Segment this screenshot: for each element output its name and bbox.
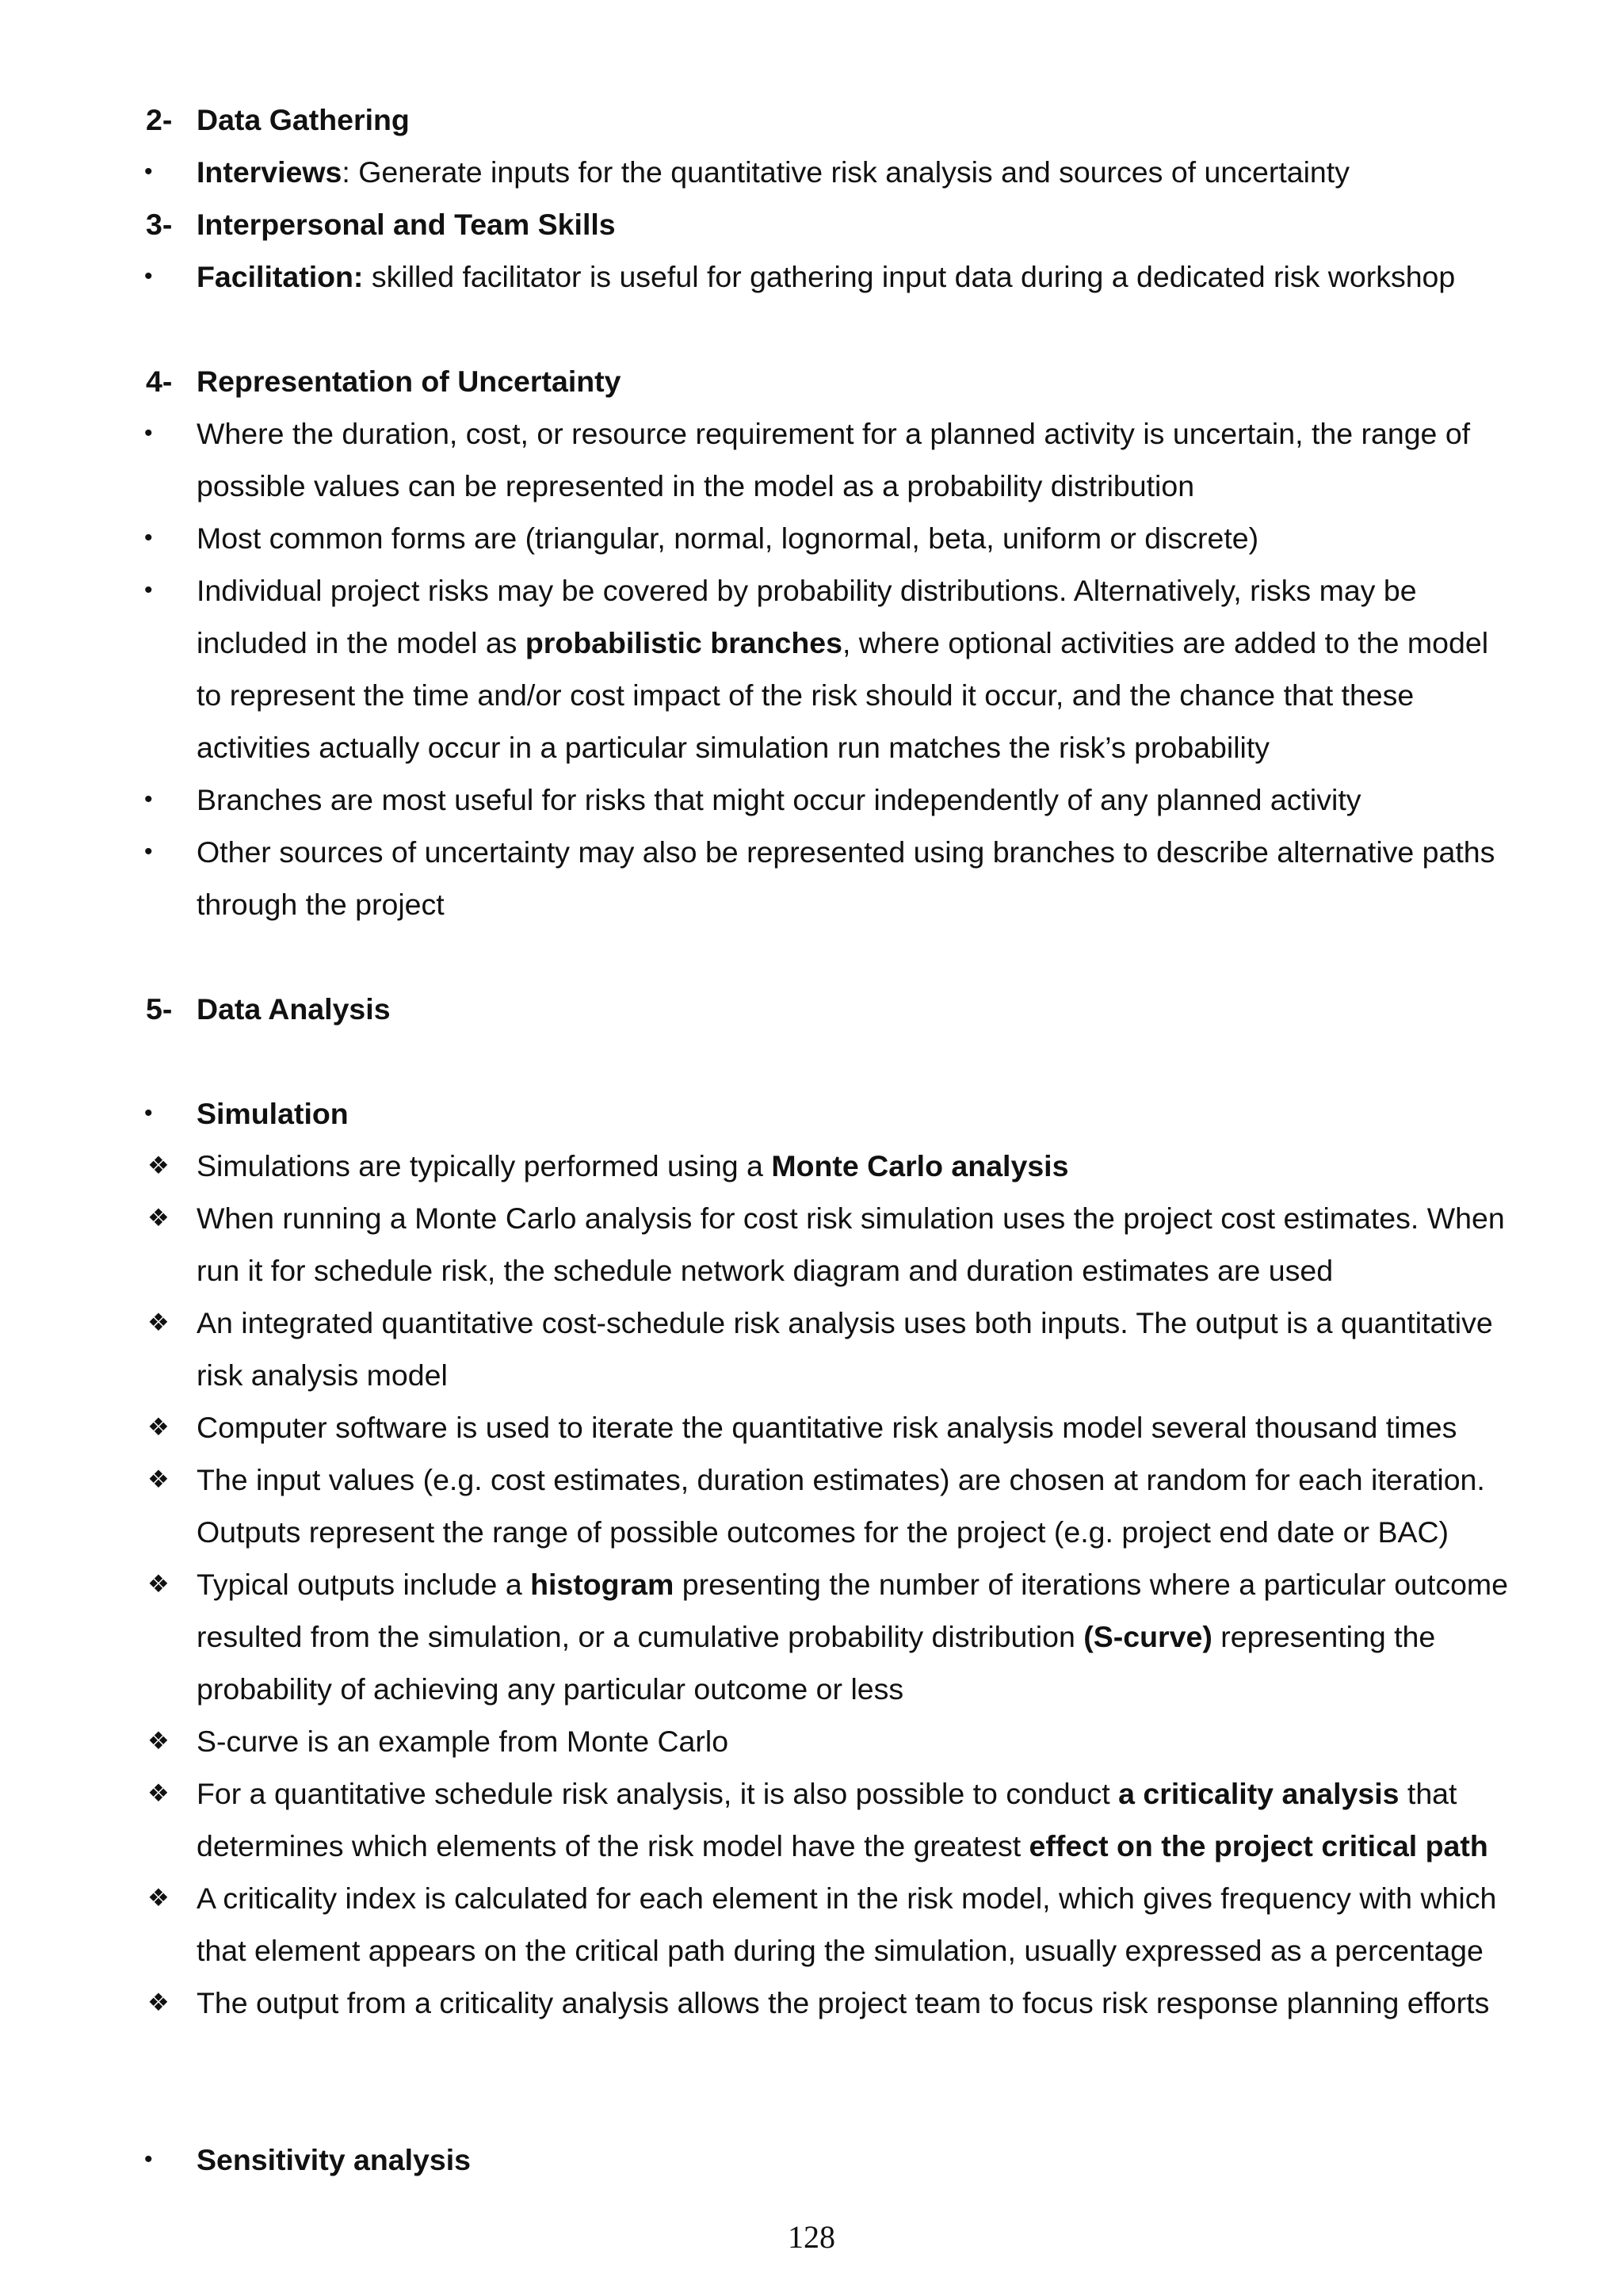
- section-number: 4-: [146, 365, 173, 398]
- bullet-text: run it for schedule risk, the schedule network diagram and duration estimates are used: [197, 1254, 1334, 1287]
- bullet-text: to represent the time and/or cost impact of the risk should it occur, and the chance that these: [197, 678, 1415, 712]
- bullet-item-interviews: [0, 146, 1623, 198]
- diamond-item: [0, 1715, 1623, 1767]
- diamond-bullet-icon: ❖: [147, 1884, 170, 1912]
- bullet-text: When running a Monte Carlo analysis for cost risk simulation uses the project cost estimates. When: [197, 1201, 1505, 1235]
- bullet-continuation: [0, 1663, 1623, 1715]
- bullet-text: that element appears on the critical path during the simulation, usually expressed as a percentage: [197, 1934, 1484, 1967]
- bullet-continuation: [0, 721, 1623, 774]
- spacer: [0, 930, 1623, 983]
- spacer: [0, 303, 1623, 355]
- diamond-bullet-icon: ❖: [147, 1988, 170, 2016]
- diamond-bullet-icon: ❖: [147, 1465, 170, 1493]
- bullet-text: representing the: [1212, 1620, 1436, 1653]
- spacer: [0, 1035, 1623, 1087]
- bullet-text: skilled facilitator is useful for gathering input data during a dedicated risk workshop: [363, 260, 1456, 293]
- section-title: Interpersonal and Team Skills: [197, 208, 616, 241]
- bullet-text: possible values can be represented in the model as a probability distribution: [197, 469, 1195, 502]
- bullet-text: that: [1399, 1777, 1457, 1810]
- term-probabilistic-branches: probabilistic branches: [525, 626, 842, 659]
- term-s-curve: (S-curve): [1083, 1620, 1212, 1653]
- bullet-item-simulation: [0, 1087, 1623, 1140]
- bullet-continuation: [0, 1506, 1623, 1558]
- bullet-icon: •: [144, 263, 153, 289]
- term-monte-carlo: Monte Carlo analysis: [771, 1149, 1069, 1182]
- section-number: 3-: [146, 208, 173, 241]
- bullet-text: , where optional activities are added to the model: [842, 626, 1489, 659]
- bullet-continuation: [0, 460, 1623, 512]
- bullet-item: [0, 564, 1623, 617]
- bullet-continuation: [0, 1610, 1623, 1663]
- section-title: Representation of Uncertainty: [197, 365, 621, 398]
- diamond-bullet-icon: ❖: [147, 1308, 170, 1336]
- diamond-item: [0, 1454, 1623, 1506]
- bullet-icon: •: [144, 159, 153, 185]
- diamond-bullet-icon: ❖: [147, 1570, 170, 1598]
- bullet-item: [0, 407, 1623, 460]
- term-criticality-analysis: a criticality analysis: [1118, 1777, 1400, 1810]
- bullet-icon: •: [144, 1100, 153, 1126]
- bullet-text: Branches are most useful for risks that might occur independently of any planned activity: [197, 783, 1361, 816]
- bullet-text: activities actually occur in a particular simulation run matches the risk’s probability: [197, 731, 1270, 764]
- section-heading-data-gathering: [0, 94, 1623, 146]
- section-heading-data-analysis: [0, 983, 1623, 1035]
- bullet-text: The input values (e.g. cost estimates, duration estimates) are chosen at random for each iteration.: [197, 1463, 1485, 1496]
- bullet-continuation: [0, 1349, 1623, 1401]
- bullet-text: probability of achieving any particular outcome or less: [197, 1672, 904, 1706]
- bullet-icon: •: [144, 2146, 153, 2172]
- bullet-text: : Generate inputs for the quantitative risk analysis and sources of uncertainty: [342, 155, 1350, 189]
- section-heading-interpersonal: [0, 198, 1623, 250]
- bullet-icon: •: [144, 577, 153, 603]
- diamond-bullet-icon: ❖: [147, 1727, 170, 1755]
- bullet-item: [0, 826, 1623, 878]
- bullet-icon: •: [144, 839, 153, 865]
- bullet-text: Computer software is used to iterate the quantitative risk analysis model several thousand times: [197, 1411, 1457, 1444]
- page-number: 128: [788, 2219, 835, 2255]
- diamond-item: [0, 1558, 1623, 1610]
- bullet-text: presenting the number of iterations where a particular outcome: [674, 1568, 1509, 1601]
- bullet-text: determines which elements of the risk model have the greatest: [197, 1829, 1029, 1862]
- bullet-text: An integrated quantitative cost-schedule risk analysis uses both inputs. The output is a quantitative: [197, 1306, 1493, 1339]
- term-critical-path-effect: effect on the project critical path: [1029, 1829, 1488, 1862]
- bullet-continuation: [0, 1244, 1623, 1297]
- diamond-bullet-icon: ❖: [147, 1779, 170, 1807]
- bullet-text: Outputs represent the range of possible outcomes for the project (e.g. project end date or BAC): [197, 1515, 1449, 1549]
- bullet-item-sensitivity: [0, 2134, 1623, 2186]
- term-interviews: Interviews: [197, 155, 342, 189]
- term-simulation: Simulation: [197, 1097, 349, 1130]
- bullet-text: Where the duration, cost, or resource requirement for a planned activity is uncertain, the range of: [197, 417, 1471, 450]
- bullet-continuation: [0, 1924, 1623, 1977]
- bullet-text: Typical outputs include a: [197, 1568, 531, 1601]
- diamond-item: [0, 1767, 1623, 1820]
- bullet-text: Simulations are typically performed using a: [197, 1149, 772, 1182]
- bullet-continuation: [0, 1820, 1623, 1872]
- page-content: [0, 94, 1623, 2186]
- bullet-continuation: [0, 669, 1623, 721]
- diamond-item: [0, 1140, 1623, 1192]
- bullet-text: through the project: [197, 888, 445, 921]
- section-title: Data Gathering: [197, 103, 410, 136]
- bullet-text: included in the model as: [197, 626, 525, 659]
- bullet-continuation: [0, 617, 1623, 669]
- term-facilitation: Facilitation:: [197, 260, 364, 293]
- diamond-item: [0, 1297, 1623, 1349]
- diamond-item: [0, 1872, 1623, 1924]
- bullet-item: [0, 774, 1623, 826]
- section-title: Data Analysis: [197, 992, 391, 1026]
- bullet-text: Individual project risks may be covered by probability distributions. Alternatively, risks may be: [197, 574, 1417, 607]
- bullet-text: Most common forms are (triangular, normal, lognormal, beta, uniform or discrete): [197, 521, 1259, 555]
- diamond-item: [0, 1192, 1623, 1244]
- bullet-text: The output from a criticality analysis allows the project team to focus risk response planning efforts: [197, 1986, 1490, 2019]
- section-number: 5-: [146, 992, 173, 1026]
- bullet-item: [0, 512, 1623, 564]
- spacer: [0, 2029, 1623, 2134]
- term-histogram: histogram: [530, 1568, 674, 1601]
- bullet-item-facilitation: [0, 250, 1623, 303]
- bullet-icon: •: [144, 420, 153, 446]
- bullet-icon: •: [144, 525, 153, 551]
- diamond-item: [0, 1401, 1623, 1454]
- diamond-bullet-icon: ❖: [147, 1204, 170, 1232]
- bullet-continuation: [0, 878, 1623, 930]
- bullet-text: S-curve is an example from Monte Carlo: [197, 1725, 729, 1758]
- bullet-text: risk analysis model: [197, 1358, 448, 1392]
- bullet-icon: •: [144, 786, 153, 812]
- section-heading-uncertainty: [0, 355, 1623, 407]
- bullet-text: resulted from the simulation, or a cumulative probability distribution: [197, 1620, 1084, 1653]
- diamond-bullet-icon: ❖: [147, 1152, 170, 1179]
- bullet-text: Other sources of uncertainty may also be represented using branches to describe alternative paths: [197, 835, 1495, 869]
- diamond-bullet-icon: ❖: [147, 1413, 170, 1441]
- section-number: 2-: [146, 103, 173, 136]
- term-sensitivity-analysis: Sensitivity analysis: [197, 2143, 472, 2176]
- bullet-text: A criticality index is calculated for each element in the risk model, which gives frequency with which: [197, 1881, 1497, 1915]
- bullet-text: For a quantitative schedule risk analysis, it is also possible to conduct: [197, 1777, 1119, 1810]
- diamond-item: [0, 1977, 1623, 2029]
